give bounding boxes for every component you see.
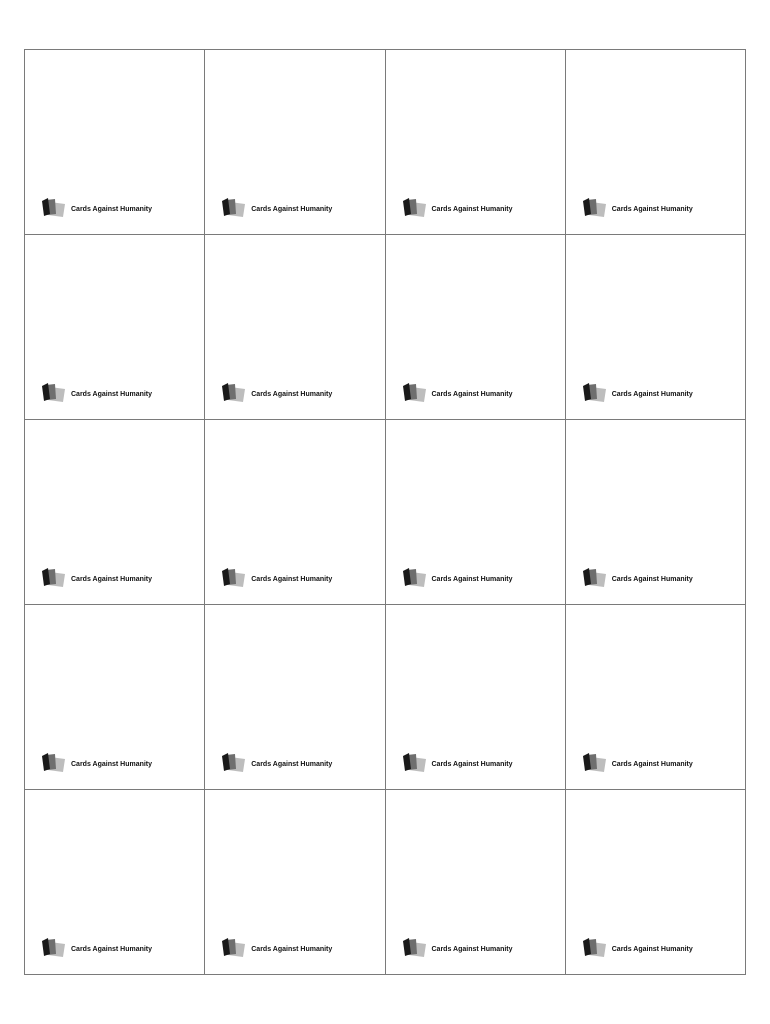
blank-card: [386, 790, 566, 975]
blank-card: [25, 420, 205, 605]
card-footer: [41, 753, 152, 773]
brand-name: Cards Against Humanity: [71, 576, 153, 583]
brand-name: Cards Against Humanity: [251, 206, 333, 213]
brand-name: Cards Against Humanity: [611, 946, 693, 953]
card-footer: [402, 568, 513, 588]
card-sheet: [24, 49, 746, 975]
brand-name: Cards Against Humanity: [611, 761, 693, 768]
blank-card: [205, 235, 385, 420]
cah-stacked-cards-icon: [41, 198, 67, 218]
cah-stacked-cards-icon: [221, 938, 247, 958]
card-footer: [221, 568, 332, 588]
cah-stacked-cards-icon: [41, 568, 67, 588]
cah-stacked-cards-icon: [402, 383, 428, 403]
brand-name: Cards Against Humanity: [71, 206, 153, 213]
brand-name: Cards Against Humanity: [71, 946, 153, 953]
brand-name: Cards Against Humanity: [251, 576, 333, 583]
brand-name: Cards Against Humanity: [251, 761, 333, 768]
blank-card: [205, 420, 385, 605]
blank-card: [25, 50, 205, 235]
brand-name: Cards Against Humanity: [611, 391, 693, 398]
cah-stacked-cards-icon: [582, 938, 608, 958]
cah-stacked-cards-icon: [221, 568, 247, 588]
blank-card: [25, 605, 205, 790]
brand-name: Cards Against Humanity: [431, 206, 513, 213]
card-footer: [582, 753, 693, 773]
card-footer: [402, 938, 513, 958]
brand-name: Cards Against Humanity: [611, 576, 693, 583]
card-footer: [582, 383, 693, 403]
blank-card: [386, 420, 566, 605]
cah-stacked-cards-icon: [402, 568, 428, 588]
card-footer: [402, 753, 513, 773]
blank-card: [25, 790, 205, 975]
card-footer: [41, 383, 152, 403]
blank-card: [205, 790, 385, 975]
brand-name: Cards Against Humanity: [431, 576, 513, 583]
cah-stacked-cards-icon: [221, 383, 247, 403]
blank-card: [566, 50, 746, 235]
card-footer: [41, 198, 152, 218]
card-footer: [221, 753, 332, 773]
brand-name: Cards Against Humanity: [251, 946, 333, 953]
card-footer: [402, 383, 513, 403]
blank-card: [566, 420, 746, 605]
card-footer: [41, 938, 152, 958]
cah-stacked-cards-icon: [221, 198, 247, 218]
cah-stacked-cards-icon: [402, 198, 428, 218]
card-footer: [221, 383, 332, 403]
blank-card: [205, 605, 385, 790]
cah-stacked-cards-icon: [582, 198, 608, 218]
cah-stacked-cards-icon: [41, 938, 67, 958]
card-footer: [582, 938, 693, 958]
cah-stacked-cards-icon: [41, 753, 67, 773]
blank-card: [566, 605, 746, 790]
card-footer: [221, 198, 332, 218]
card-footer: [41, 568, 152, 588]
blank-card: [205, 50, 385, 235]
cah-stacked-cards-icon: [402, 753, 428, 773]
card-footer: [582, 198, 693, 218]
blank-card: [386, 50, 566, 235]
cah-stacked-cards-icon: [41, 383, 67, 403]
brand-name: Cards Against Humanity: [431, 391, 513, 398]
brand-name: Cards Against Humanity: [431, 946, 513, 953]
cah-stacked-cards-icon: [221, 753, 247, 773]
blank-card: [25, 235, 205, 420]
card-footer: [221, 938, 332, 958]
brand-name: Cards Against Humanity: [431, 761, 513, 768]
cah-stacked-cards-icon: [402, 938, 428, 958]
brand-name: Cards Against Humanity: [611, 206, 693, 213]
blank-card: [566, 790, 746, 975]
brand-name: Cards Against Humanity: [71, 391, 153, 398]
card-footer: [402, 198, 513, 218]
brand-name: Cards Against Humanity: [71, 761, 153, 768]
cah-stacked-cards-icon: [582, 383, 608, 403]
blank-card: [386, 235, 566, 420]
blank-card: [386, 605, 566, 790]
blank-card: [566, 235, 746, 420]
card-footer: [582, 568, 693, 588]
cah-stacked-cards-icon: [582, 753, 608, 773]
cah-stacked-cards-icon: [582, 568, 608, 588]
brand-name: Cards Against Humanity: [251, 391, 333, 398]
